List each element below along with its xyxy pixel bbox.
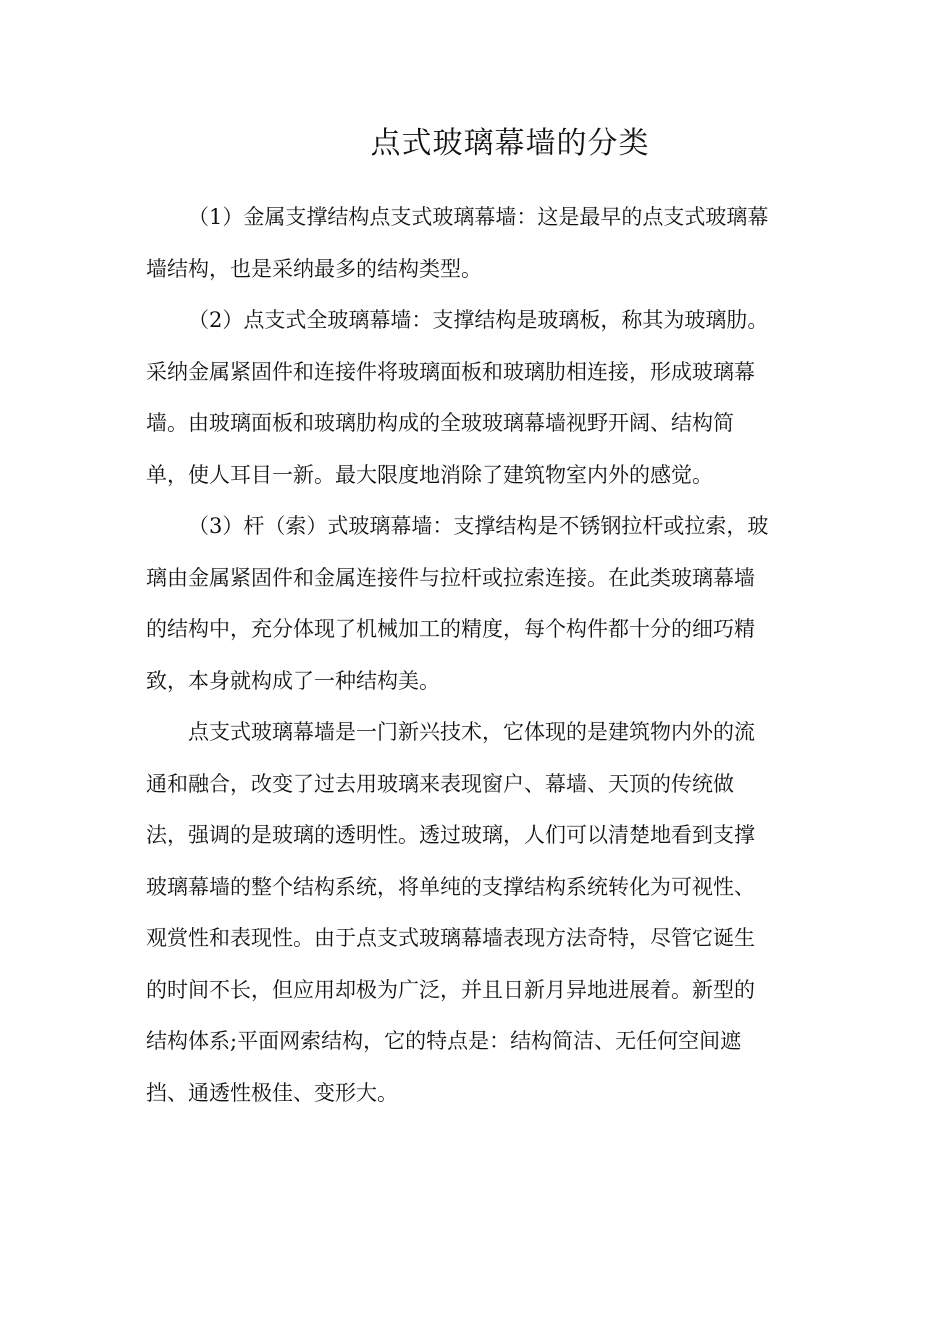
paragraph-line: 通和融合，改变了过去用玻璃来表现窗户、幕墙、天顶的传统做 — [146, 771, 734, 796]
paragraph-3 — [146, 501, 811, 707]
paragraph-line: 璃由金属紧固件和金属连接件与拉杆或拉索连接。在此类玻璃幕墙 — [146, 565, 755, 590]
paragraph-line: 观赏性和表现性。由于点支式玻璃幕墙表现方法奇特，尽管它诞生 — [146, 926, 755, 950]
paragraph-line: （2）点支式全玻璃幕墙：支撑结构是玻璃板，称其为玻璃肋。 — [188, 308, 769, 332]
paragraph-line: 玻璃幕墙的整个结构系统，将单纯的支撑结构系统转化为可视性、 — [146, 874, 755, 899]
paragraph-line: 墙结构，也是采纳最多的结构类型。 — [146, 256, 482, 281]
paragraph-1 — [146, 192, 811, 295]
paragraph-line: 结构体系;平面网索结构，它的特点是：结构简洁、无任何空间遮 — [146, 1029, 742, 1053]
paragraph-line: （1）金属支撑结构点支式玻璃幕墙：这是最早的点支式玻璃幕 — [188, 205, 769, 229]
document-body — [146, 192, 811, 1119]
paragraph-line: 墙。由玻璃面板和玻璃肋构成的全玻玻璃幕墙视野开阔、结构简 — [146, 411, 734, 435]
document-title: 点式玻璃幕墙的分类 — [370, 126, 650, 161]
paragraph-line: 的时间不长，但应用却极为广泛，并且日新月异地进展着。新型的 — [146, 977, 755, 1002]
paragraph-line: 采纳金属紧固件和连接件将玻璃面板和玻璃肋相连接，形成玻璃幕 — [146, 359, 755, 384]
paragraph-2 — [146, 295, 811, 501]
paragraph-line: 法，强调的是玻璃的透明性。透过玻璃，人们可以清楚地看到支撑 — [146, 823, 755, 847]
paragraph-4 — [146, 707, 811, 1119]
paragraph-line: 的结构中，充分体现了机械加工的精度，每个构件都十分的细巧精 — [146, 617, 755, 641]
paragraph-line: （3）杆（索）式玻璃幕墙：支撑结构是不锈钢拉杆或拉索，玻 — [188, 514, 769, 538]
paragraph-line: 致，本身就构成了一种结构美。 — [146, 668, 440, 693]
paragraph-line: 挡、通透性极佳、变形大。 — [146, 1080, 398, 1105]
paragraph-line: 单，使人耳目一新。最大限度地消除了建筑物室内外的感觉。 — [146, 462, 713, 487]
paragraph-line: 点支式玻璃幕墙是一门新兴技术，它体现的是建筑物内外的流 — [188, 720, 755, 744]
